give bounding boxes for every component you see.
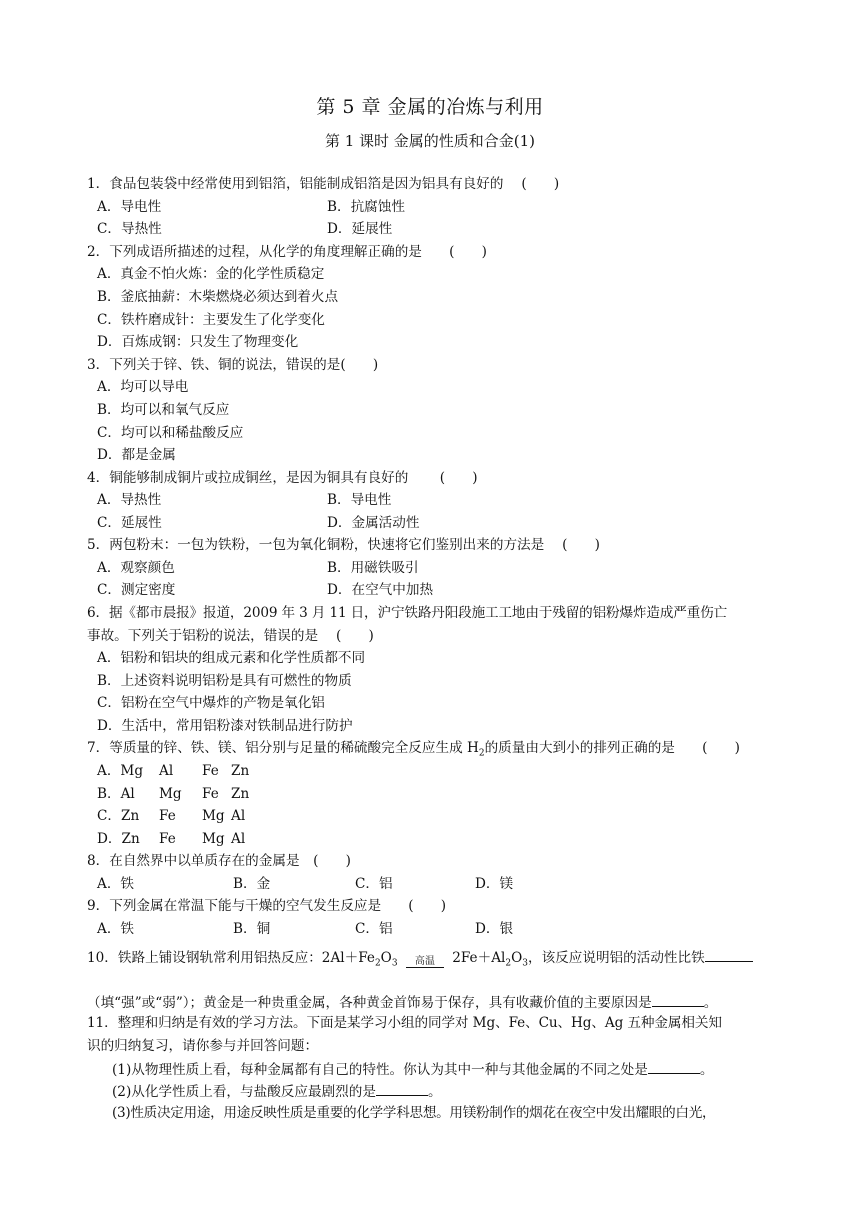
q2-option-a: A．真金不怕火炼：金的化学性质稳定 [97, 266, 325, 282]
q7b-1: B．Al [97, 786, 135, 802]
q11-sub-2 [112, 1081, 442, 1101]
question-2-stem: 2．下列成语所描述的过程，从化学的角度理解正确的是 ( ) [87, 244, 487, 260]
question-11-line2: 识的归纳复习，请你参与并回答问题： [87, 1038, 319, 1054]
question-10-line2 [87, 992, 717, 1012]
question-11-line1: 11．整理和归纳是有效的学习方法。下面是某学习小组的同学对 Mg、Fe、Cu、Hg、Ag 五种金属相关知 [87, 1015, 722, 1031]
q11-sub2-end: 。 [427, 1084, 442, 1100]
question-8-stem: 8．在自然界中以单质存在的金属是 ( ) [87, 853, 351, 869]
q7d-2: Fe [159, 831, 176, 847]
q4-option-b: B．导电性 [327, 492, 392, 508]
q8-option-b: B．金 [233, 876, 271, 892]
q7c-4: Al [231, 808, 246, 824]
q7-option-a [97, 762, 249, 780]
q10-line2-text: （填“强”或“弱”）；黄金是一种贵重金属，各种黄金首饰易于保存，具有收藏价值的主要原因是 [87, 995, 652, 1011]
q1-option-b: B．抗腐蚀性 [327, 199, 405, 215]
q4-option-c: C．延展性 [97, 515, 162, 531]
condition-line [406, 967, 444, 968]
q7d-3: Mg [202, 831, 225, 847]
q1-option-c: C．导热性 [97, 221, 162, 237]
q7a-3: Fe [202, 763, 219, 779]
q7a-1: A．Mg [97, 763, 144, 779]
q11-blank-1[interactable] [648, 1059, 700, 1074]
q10-o2: O [511, 950, 523, 966]
q11-sub-3: (3)性质决定用途，用途反映性质是重要的化学学科思想。用镁粉制作的烟花在夜空中发出耀眼的白光， [112, 1105, 716, 1121]
q3-option-d: D．都是金属 [97, 447, 176, 463]
q5-option-c: C．测定密度 [97, 582, 176, 598]
q7b-3: Fe [202, 786, 219, 802]
q10-blank-1[interactable] [705, 947, 753, 962]
q4-option-a: A．导热性 [97, 492, 162, 508]
q10-mid: 2Fe＋Al [452, 950, 506, 966]
q10-post: ，该反应说明铝的活动性比铁 [527, 950, 705, 966]
question-3-stem: 3．下列关于锌、铁、铜的说法，错误的是( ) [87, 357, 379, 373]
q2-option-b: B．釜底抽薪：木柴燃烧必须达到着火点 [97, 289, 339, 305]
q4-option-d: D．金属活动性 [327, 515, 420, 531]
q2-option-d: D．百炼成钢：只发生了物理变化 [97, 334, 299, 350]
q11-sub-1 [112, 1059, 713, 1079]
q11-sub1-text: (1)从物理性质上看，每种金属都有自己的特性。你认为其中一种与其他金属的不同之处是 [112, 1062, 648, 1078]
q6-option-d: D．生活中，常用铝粉漆对铁制品进行防护 [97, 718, 353, 734]
q10-blank-2[interactable] [652, 992, 704, 1007]
q7-option-c [97, 807, 245, 825]
q9-option-a: A．铁 [97, 921, 135, 937]
q7d-1: D．Zn [97, 831, 140, 847]
q7a-4: Zn [231, 763, 250, 779]
q8-option-d: D．镁 [475, 876, 514, 892]
q10-sub-1: 2 [374, 958, 381, 969]
q10-sub-2: 3 [391, 958, 398, 969]
q1-option-d: D．延展性 [327, 221, 393, 237]
question-6-stem-line2: 事故。下列关于铝粉的说法，错误的是 ( ) [87, 628, 374, 644]
q5-option-a: A．观察颜色 [97, 560, 175, 576]
q9-option-b: B．铜 [233, 921, 271, 937]
q9-option-c: C．铝 [355, 921, 393, 937]
condition-label: 高温 [414, 956, 435, 967]
q10-line2-end: 。 [703, 995, 718, 1011]
question-9-stem: 9．下列金属在常温下能与干燥的空气发生反应是 ( ) [87, 898, 447, 914]
q7c-3: Mg [202, 808, 225, 824]
q7b-4: Zn [231, 786, 250, 802]
q7d-4: Al [231, 831, 246, 847]
q7a-2: Al [159, 763, 174, 779]
q5-option-b: B．用磁铁吸引 [327, 560, 419, 576]
q7c-1: C．Zn [97, 808, 140, 824]
q7-option-b [97, 785, 249, 803]
q11-blank-2[interactable] [376, 1081, 428, 1096]
lesson-subtitle: 第 1 课时 金属的性质和合金(1) [324, 132, 536, 150]
q3-option-a: A．均可以导电 [97, 379, 189, 395]
q6-option-b: B．上述资料说明铝粉是具有可燃性的物质 [97, 673, 352, 689]
q8-option-c: C．铝 [355, 876, 393, 892]
q7b-2: Mg [159, 786, 182, 802]
q11-sub2-text: (2)从化学性质上看，与盐酸反应最剧烈的是 [112, 1084, 376, 1100]
q3-option-b: B．均可以和氧气反应 [97, 402, 230, 418]
question-1-stem: 1．食品包装袋中经常使用到铝箔，铝能制成铝箔是因为铝具有良好的 ( ) [87, 176, 560, 192]
question-4-stem: 4．铜能够制成铜片或拉成铜丝，是因为铜具有良好的 ( ) [87, 470, 478, 486]
q7-stem-pre: 7．等质量的锌、铁、镁、铝分别与足量的稀硫酸完全反应生成 H [87, 740, 479, 756]
question-7-stem [87, 739, 740, 763]
q10-pre: 10．铁路上铺设钢轨常利用铝热反应：2Al＋Fe [87, 950, 375, 966]
q1-option-a: A．导电性 [97, 199, 162, 215]
q7-stem-subscript: 2 [478, 748, 485, 759]
q9-option-d: D．银 [475, 921, 514, 937]
q10-o1: O [380, 950, 392, 966]
reaction-condition [406, 949, 444, 969]
q8-option-a: A．铁 [97, 876, 135, 892]
question-5-stem: 5．两包粉末：一包为铁粉，一包为氧化铜粉，快速将它们鉴别出来的方法是 ( ) [87, 537, 600, 553]
question-6-stem-line1: 6．据《都市晨报》报道，2009 年 3 月 11 日，沪宁铁路丹阳段施工工地由于残留的铝粉爆炸造成严重伤亡 [87, 605, 728, 621]
q6-option-c: C．铝粉在空气中爆炸的产物是氧化铝 [97, 695, 325, 711]
page-title: 第 5 章 金属的冶炼与利用 [316, 96, 544, 118]
q7-option-d [97, 830, 245, 848]
q10-sub-4: 3 [522, 958, 528, 969]
q3-option-c: C．均可以和稀盐酸反应 [97, 425, 244, 441]
question-10-line1 [87, 947, 753, 973]
q7-stem-post: 的质量由大到小的排列正确的是 ( ) [484, 740, 740, 756]
q11-sub1-end: 。 [699, 1062, 714, 1078]
q10-sub-3: 2 [505, 958, 512, 969]
q5-option-d: D．在空气中加热 [327, 582, 434, 598]
q6-option-a: A．铝粉和铝块的组成元素和化学性质都不同 [97, 650, 366, 666]
q2-option-c: C．铁杵磨成针：主要发生了化学变化 [97, 312, 325, 328]
q7c-2: Fe [159, 808, 176, 824]
